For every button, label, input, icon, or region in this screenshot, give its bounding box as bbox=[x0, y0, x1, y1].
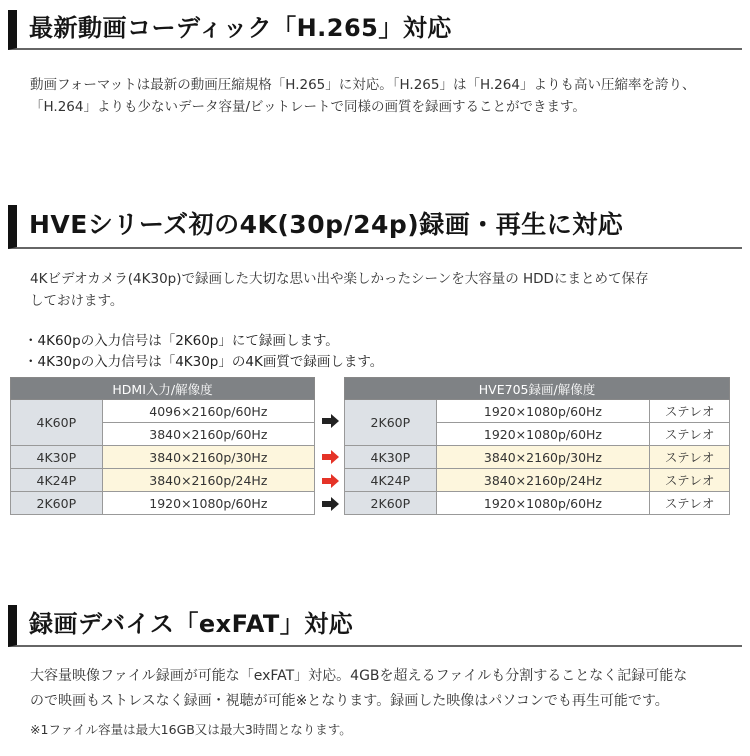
section-heading-h265 bbox=[8, 10, 742, 50]
arrow-right-icon bbox=[320, 414, 340, 428]
bullet-item: ・4K60pの入力信号は「2K60p」にて録画します。 bbox=[24, 333, 339, 349]
table-row bbox=[345, 469, 730, 492]
paragraph-line: 大容量映像ファイル録画が可能な「exFAT」対応。4GBを超えるファイルも分割することなく記録可能な bbox=[30, 668, 688, 684]
input-signal-notes bbox=[24, 331, 383, 373]
table-header: HDMI入力/解像度 bbox=[11, 378, 315, 400]
resolution-label: 4K24P bbox=[345, 469, 437, 492]
paragraph-line: しておけます。 bbox=[30, 293, 124, 309]
arrow-shape bbox=[322, 414, 339, 428]
resolution-label: 2K60P bbox=[11, 492, 103, 515]
hdmi-input-table bbox=[10, 377, 315, 515]
paragraph-line: 「H.264」よりも少ないデータ容量/ビットレートで同様の画質を録画することができます。 bbox=[30, 99, 586, 115]
resolution-value: 1920×1080p/60Hz bbox=[436, 423, 649, 446]
resolution-value: 3840×2160p/30Hz bbox=[102, 446, 314, 469]
audio-value: ステレオ bbox=[650, 446, 730, 469]
resolution-label: 4K30P bbox=[345, 446, 437, 469]
resolution-value: 1920×1080p/60Hz bbox=[436, 400, 649, 423]
paragraph-line: 4Kビデオカメラ(4K30p)で録画した大切な思い出や楽しかったシーンを大容量の HDDにまとめて保存 bbox=[30, 271, 649, 287]
table-row bbox=[11, 446, 315, 469]
table-row bbox=[11, 469, 315, 492]
heading-title: 録画デバイス「exFAT」対応 bbox=[29, 610, 354, 638]
resolution-value: 3840×2160p/24Hz bbox=[436, 469, 649, 492]
heading-title: 最新動画コーディック「H.265」対応 bbox=[29, 14, 452, 42]
arrow-shape bbox=[322, 450, 339, 464]
exfat-description bbox=[30, 664, 730, 714]
heading-title: HVEシリーズ初の4K(30p/24p)録画・再生に対応 bbox=[29, 210, 624, 239]
table-row bbox=[11, 400, 315, 423]
audio-value: ステレオ bbox=[650, 492, 730, 515]
table-row bbox=[345, 446, 730, 469]
section-heading-exfat bbox=[8, 605, 742, 647]
audio-value: ステレオ bbox=[650, 423, 730, 446]
bullet-item: ・4K30pの入力信号は「4K30p」の4K画質で録画します。 bbox=[24, 354, 384, 370]
resolution-value: 3840×2160p/24Hz bbox=[102, 469, 314, 492]
4k-description bbox=[30, 268, 730, 312]
resolution-value: 4096×2160p/60Hz bbox=[102, 400, 314, 423]
arrow-right-icon bbox=[320, 450, 340, 464]
arrow-right-icon bbox=[320, 497, 340, 511]
footnote: ※1ファイル容量は最大16GB又は最大3時間となります。 bbox=[30, 722, 352, 737]
paragraph-line: 動画フォーマットは最新の動画圧縮規格「H.265」に対応。「H.265」は「H.264」よりも高い圧縮率を誇り、 bbox=[30, 77, 696, 93]
h265-description bbox=[30, 74, 730, 118]
resolution-label: 4K24P bbox=[11, 469, 103, 492]
resolution-label: 4K30P bbox=[11, 446, 103, 469]
arrow-right-icon bbox=[320, 474, 340, 488]
section-heading-4k bbox=[8, 205, 742, 249]
table-header: HVE705録画/解像度 bbox=[345, 378, 730, 400]
resolution-label: 2K60P bbox=[345, 492, 437, 515]
table-row bbox=[11, 492, 315, 515]
hve705-recording-table bbox=[344, 377, 730, 515]
audio-value: ステレオ bbox=[650, 469, 730, 492]
arrow-shape bbox=[322, 497, 339, 511]
audio-value: ステレオ bbox=[650, 400, 730, 423]
resolution-value: 3840×2160p/30Hz bbox=[436, 446, 649, 469]
table-row bbox=[345, 492, 730, 515]
resolution-value: 1920×1080p/60Hz bbox=[436, 492, 649, 515]
arrow-shape bbox=[322, 474, 339, 488]
resolution-label: 2K60P bbox=[345, 400, 437, 446]
resolution-label: 4K60P bbox=[11, 400, 103, 446]
resolution-value: 3840×2160p/60Hz bbox=[102, 423, 314, 446]
paragraph-line: ので映画もストレスなく録画・視聴が可能※となります。録画した映像はパソコンでも再生可能です。 bbox=[30, 693, 669, 709]
table-row bbox=[345, 400, 730, 423]
resolution-value: 1920×1080p/60Hz bbox=[102, 492, 314, 515]
